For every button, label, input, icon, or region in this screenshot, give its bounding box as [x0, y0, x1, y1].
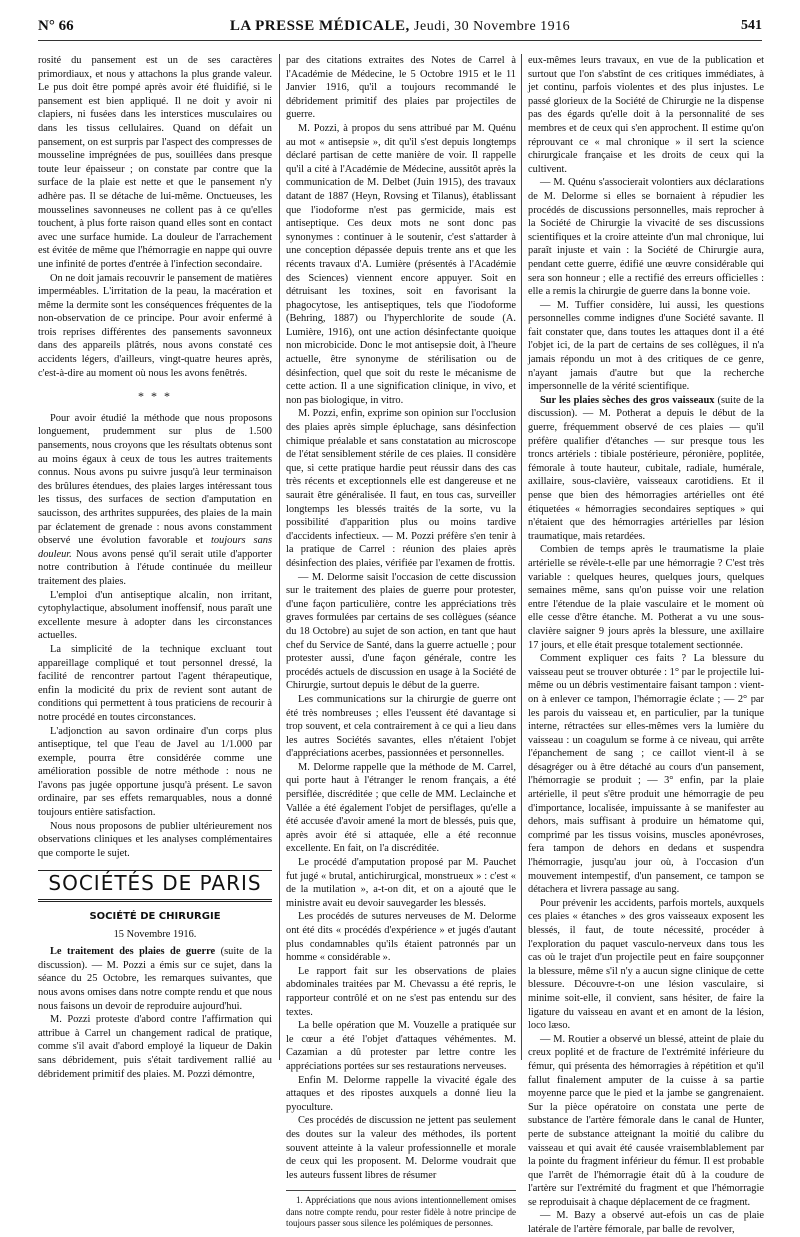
- page-number: 541: [741, 18, 762, 33]
- paragraph: Nous nous proposons de publier ultérieurement nos observations cliniques et les analyses complémentaires que comporte le sujet.: [38, 820, 272, 859]
- paragraph: Les procédés de sutures nerveuses de M. Delorme ont été dits « procédés d'expérience » et jugés d'autant plus condamnables qu'ils étaient patronnés par un homme « considérable ».: [286, 911, 516, 964]
- column-2: [286, 54, 516, 1230]
- paragraph: Le traitement des plaies de guerre (suite de la discussion). — M. Pozzi a émis sur ce sujet, dans la séance du 25 Octobre, les remarques suivantes, que nous avons omises dans notre compte rendu et que nous nous faisons un devoir de reproduire aujourd'hui.: [38, 946, 272, 1012]
- paragraph: Pour prévenir les accidents, parfois mortels, auxquels ces plaies « étanches » des gros vaisseaux exposent les blessés, il faut, de toute nécessité, procéder à l'exploration du paquet vasculo-nerveux dans tous les cas où le trajet d'un projectile peut en faire soupçonner la blessure, même s'il n'y a aucun signe clinique de cette blessure. Découvre-t-on une lésion vasculaire, si minime soit-elle, il convient, sans hésiter, de faire la ligature du vaisseau en avant et en amont de la lésion, loco læso.: [528, 897, 764, 1032]
- paragraph: Ces procédés de discussion ne jettent pas seulement des doutes sur la valeur des méthodes, ils portent souvent atteinte à la valeur professionnelle et morale de ceux qui les proposent. M. Delorme voudrait que les auteurs fussent libres de résumer: [286, 1115, 516, 1181]
- paragraph: Le procédé d'amputation proposé par M. Pauchet fut jugé « brutal, antichirurgical, monstrueux » : c'est « de la mutilation », a-t-on dit, et on a ajouté que le ministre avait eu devoir sauvegarder les blessés.: [286, 857, 516, 909]
- paragraph: — M. Routier a observé un blessé, atteint de plaie du creux poplité et de fracture de l'extrémité inférieure du fémur, qui présenta des hémorragies à répétition et qu'il fallut finalement amputer de la cuisse à sa partie moyenne parce que le pied et la jambe se gangrenaient. Sur la pièce opératoire on constata une perte de substance de l'artère fémorale dans le canal de Hunter, perte de substance atteignant la moitié du calibre du vaisseau et qui avait été causée vraisemblablement par la pointe du fragment inférieur du fémur. Il est probable que l'arrêt de l'hémorragie était dû à la coudure de l'artère sur l'extrémité du fragment et que l'hémorragie se reproduisait à chaque déplacement de ce fragment.: [528, 1033, 764, 1208]
- paragraph: Pour avoir étudié la méthode que nous proposons longuement, prudemment sur plus de 1.500 pansements, nous croyons que les résultats obtenus sont au moins égaux à ceux de tous les autres traitements connus. Nous avons pu suivre jusqu'à leur terminaison des brûlures étendues, des plaies larges intéressant tous les tissus, des surfaces de section d'amputation en saucisson, des arthrites suppurées, des plaies de la main par éclatement de grenade : nous avons constamment observé une évolution favorable et toujours sans douleur. Nous avons pensé qu'il serait utile d'apporter notre contribution à l'étude continuée du meilleur traitement des plaies.: [38, 412, 273, 587]
- journal-title: [38, 18, 762, 35]
- paragraph: M. Delorme rappelle que la méthode de M. Carrel, qui porte haut à l'étranger le renom français, a été persiflée, discréditée ; que celle de MM. Leclainche et Vallée a été également l'objet de persiflages, qu'elle a été accusée d'avoir amené la mort de blessés, puis que, après avoir été si attaquée, elle a été reconnue excellente. En fait, on l'a discréditée.: [286, 761, 516, 855]
- journal-name: LA PRESSE MÉDICALE,: [229, 18, 410, 34]
- paragraph: Les communications sur la chirurgie de guerre ont été très nombreuses ; elles l'eussent été davantage si trop souvent, et cela contrairement à ce qui a lieu dans les autres Sociétés savantes, elles n'étaient l'objet d'appréciations acerbes, passionnées et personnelles.: [286, 693, 516, 760]
- paragraph: M. Pozzi, à propos du sens attribué par M. Quénu au mot « antisepsie », dit qu'il s'est depuis longtemps déclaré partisan de cette manière de voir. Il rappelle qu'il a cité à l'Académie de Médecine, aussitôt après la communication de M. Delbet (Juin 1915), des travaux datant de 1887 (Heyn, Rovsing et Tilanus), établissant que l'iodoforme n'est pas germicide, mais est antiseptique. Ces deux mots ne sont donc pas synonymes : continuer à le soutenir, c'est s'attarder à une conception dépassée depuis trente ans et que les récents travaux d'A. Lumière (présentés à l'Académie des Sciences) viennent encore appuyer. Soit en détruisant les toxines, soit en favorisant la phagocytose, les antiseptiques, tels que l'iodoforme (Behring, 1887) ou l'hyperchlorite de soude (A. Lumière, 1916), ont une action désinfectante quoique non microbicide. Donc le mot antisepsie doit, à l'heure actuelle, être synonyme de stérilisation ou de désinfection, quel que soit du reste le mécanisme de cette action. Il a une signification clinique, in vivo, et non pas biologique, in vitro.: [286, 122, 516, 406]
- paragraph: La simplicité de la technique excluant tout appareillage compliqué et tout personnel dressé, la facilité de rencontrer partout l'agent thérapeutique, enfin la modicité du prix de revient sont autant de conditions qui permettent à tous praticiens de recourir à notre procédé en toutes circonstances.: [38, 643, 272, 723]
- paragraph: Combien de temps après le traumatisme la plaie artérielle se révèle-t-elle par une hémorragie ? C'est très variable : quelques heures, quelques jours, quelques semaines même, sans qu'on puisse voir une relation entre l'étendue de la plaie vasculaire et le moment où elle cesse d'être étanche. M. Potherat a vu une sous-clavière saigner 9 jours après la blessure, une axillaire 17 jours, et elle était presque totalement sectionnée.: [528, 544, 764, 651]
- paragraph: eux-mêmes leurs travaux, en vue de la publication et surtout que l'on s'abstînt de ces critiques immédiates, à jet continu, parfois violentes et des plus injustes. Le passé glorieux de la Société de Chirurgie ne la dispense pas des égards qu'elle doit à la personnalité de ses membres et de ceux qui s'en approchent. Il estime qu'on réprouvant ce « mal chronique » il sert la science chirurgicale française et les droits de ceux qui la cultivent.: [528, 55, 764, 175]
- paragraph: M. Pozzi proteste d'abord contre l'affirmation qui attribue à Carrel un changement radical de pratique, comme s'il avait d'abord employé la liqueur de Dakin sans débridement, puis s'était tardivement rallié au débridement primitif des plaies. M. Pozzi démontre,: [38, 1014, 272, 1080]
- session-date: 15 Novembre 1916.: [113, 928, 197, 940]
- paragraph: par des citations extraites des Notes de Carrel à l'Académie de Médecine, le 5 Octobre 1915 et le 11 Janvier 1916, qu'il a toujours recommandé le débridement primitif des plaies par projectiles de guerre.: [286, 55, 516, 121]
- column-1: [38, 54, 272, 1081]
- paragraph: Le rapport fait sur les observations de plaies abdominales traitées par M. Chevassu a été repris, le rapporteur contrôlé et on ne s'est pas entendu sur des textes.: [286, 965, 516, 1018]
- paragraph: M. Pozzi, enfin, exprime son opinion sur l'occlusion des plaies après simple épluchage, sans désinfection chimique préalable et sans constatation au microscope de l'état sensiblement stérile de ces plaies. Il considère que, si cette pratique hardie peut réussir dans des cas très récents et exceptionnels elle est dangereuse et ne saurait être généralisée. Il faut, en tous cas, surveiller longtemps les blessés traités de la sorte, vu la possibilité d'apparition plus ou moins tardive d'accidents infectieux. — M. Pozzi préfère s'en tenir à la pratique de Carrel : réunion des plaies après désinfection des plaies, vérifiée par l'examen de frottis.: [286, 408, 516, 569]
- page-header: [38, 18, 762, 41]
- paragraph: L'adjonction au savon ordinaire d'un corps plus antiseptique, tel que l'eau de Javel au 1/1.000 par exemple, pourra être considérée comme une amélioration possible de notre méthode : nous ne l'avons pas jugée opportune jusqu'à présent. Le savon ordinaire, par ses effets remarquables, nous a donné toujours entière satisfaction.: [38, 725, 272, 819]
- section-separator: * * *: [138, 389, 172, 404]
- section-title: SOCIÉTÉS DE PARIS: [48, 871, 262, 896]
- divider: [38, 899, 272, 902]
- issue-date: Jeudi, 30 Novembre 1916: [414, 19, 571, 34]
- paragraph: L'emploi d'un antiseptique alcalin, non irritant, cytophylactique, absolument inoffensif, nous paraît une excellente mesure à adopter dans les circonstances actuelles.: [38, 589, 272, 642]
- column-divider-2: [521, 54, 522, 1060]
- paragraph: rosité du pansement est un de ses caractères primordiaux, et nous y attachons la plus grande valeur. Le pus doit être pompé après avoir été fluidifié, si le pansement est bien appliqué. Il ne doit y avoir ni clapiers, ni fusées dans les interstices musculaires ou dans les tissus cellulaires. Quand on défait un pansement, on est surpris par l'aspect des compresses de mousseline imprégnées de pus, souillées dans presque toute leur épaisseur ; on constate par contre que la surface de la plaie est nette et que le pansement n'y adhère pas. Il se détache de lui-même. Onctueuses, les mousselines savonneuses ne collent pas à ce qu'elles touchent, à plus forte raison quand elles sont en contact avec une surface humide. La douleur de l'arrachement est évitée de même que l'hémorragie en nappe qui ouvre une infinité de portes d'entrée à l'infection secondaire.: [38, 55, 272, 270]
- footnote: 1. Appréciations que nous avions intentionnellement omises dans notre compte rendu, pour rester fidèle à notre principe de toujours passer sous silence les polémiques de personnes.: [286, 1190, 516, 1230]
- paragraph: On ne doit jamais recouvrir le pansement de matières imperméables. L'irritation de la peau, la macération et même la dermite sont les conséquences fréquentes de la non-observation de ce principe. Pour avoir enfermé à trois reprises différentes des pansements savonneux dans des appareils plâtrés, nous avons constaté ces accidents légers, d'ailleurs, vingt-quatre heures après, c'est-à-dire au moment où nous les avons fenêtrés.: [38, 272, 272, 379]
- column-divider-1: [279, 54, 280, 1060]
- paragraph: Comment expliquer ces faits ? La blessure du vaisseau peut se trouver obturée : 1° par le projectile lui-même ou un débris vestimentaire faisant tampon : vient-on à enlever ce tampon, l'hémorragie éclate ; — 2° par les parois du vaisseau et, en particulier, par la tunique interne, rétractées sur elles-mêmes vers la lumière du vaisseau : un coagulum se forme à ce niveau, qui arrête l'épanchement de sang ; ce caillot vient-il à se désagréger ou à être détaché au cours d'un pansement, l'hémorragie se produit ; — 3° enfin, par la plaie artérielle, il peut s'être produit une hémorragie de peu d'importance, localisée, impuissante à se manifester au dehors, mais suffisant à produire un hématome qui, comprimé par les tissus voisins, muscles aponévroses, fera tampon de dehors en dedans et suspendra l'hémorragie, jusqu'au jour où, à l'occasion d'un mouvement intempestif, d'un pansement, ce tampon se détachera et livrera passage au sang.: [528, 653, 764, 896]
- paragraph: — M. Delorme saisit l'occasion de cette discussion sur le traitement des plaies de guerre pour protester, d'une façon particulière, contre les appréciations très graves formulées par certains de ses collègues (séance du 18 Octobre) au sujet de son action, en tant que haut chef du Service de Santé, dans la guerre actuelle ; pour protester aussi, d'une façon générale, contre les procédés actuels de discussion en usage à la Société de Chirurgie, surtout depuis le début de la guerre.: [286, 571, 516, 692]
- paragraph: — M. Tuffier considère, lui aussi, les questions personnelles comme indignes d'une Société savante. Il fait constater que, dans toutes les attaques dont il a été l'objet ici, de la part de certains de ses collègues, il n'a jamais répondu un mot à des critiques de ce genre, n'ayant jamais d'autre but que la recherche impersonnelle de la vérité scientifique.: [528, 299, 764, 393]
- section-subtitle: SOCIÉTÉ DE CHIRURGIE: [89, 911, 221, 923]
- paragraph: La belle opération que M. Vouzelle a pratiquée sur le cœur a été l'objet d'attaques véhémentes. M. Cazamian a dû protester par lettre contre les appréciations portées sur ses restaurations nerveuses.: [286, 1020, 516, 1072]
- paragraph: Enfin M. Delorme rappelle la vivacité égale des attaques et des ripostes auxquels a donné lieu la pyoculture.: [286, 1074, 516, 1113]
- issue-number: N° 66: [38, 18, 74, 34]
- column-3: [528, 54, 764, 1237]
- paragraph: — M. Bazy a observé aut-efois un cas de plaie latérale de l'artère fémorale, par balle de revolver,: [528, 1210, 764, 1236]
- paragraph: Sur les plaies sèches des gros vaisseaux (suite de la discussion). — M. Potherat a depuis le début de la guerre, fréquemment observé de ces plaies — qu'il préfère qualifier d'étanches — sur presque tous les troncs artériels : tibiale postérieure, péronière, poplitée, fémorale à toute hauteur, cubitale, radiale, humérale, axillaire, sous-clavière, vaisseaux carotidiens. Et il pense que bien des hémorragies artérielles ont été étiquetées « hémorragies secondaires septiques » qui n'étaient que des hémorragies artérielles par lésion traumatique, mais retardées.: [528, 394, 764, 542]
- paragraph: — M. Quénu s'associerait volontiers aux déclarations de M. Delorme si elles se bornaient à répudier les procédés de discussions personnelles, mais reprocher à la Société de Chirurgie la vivacité de ses discussions scientifiques et la croire atteinte d'un mal chronique, lui paraît injuste et vain : la Société de Chirurgie aura, pendant cette guerre, édifié une œuvre considérable qui sera son honneur ; elle a rectifié des erreurs officielles : elle a remis la chirurgie de guerre dans la bonne voie.: [528, 177, 764, 298]
